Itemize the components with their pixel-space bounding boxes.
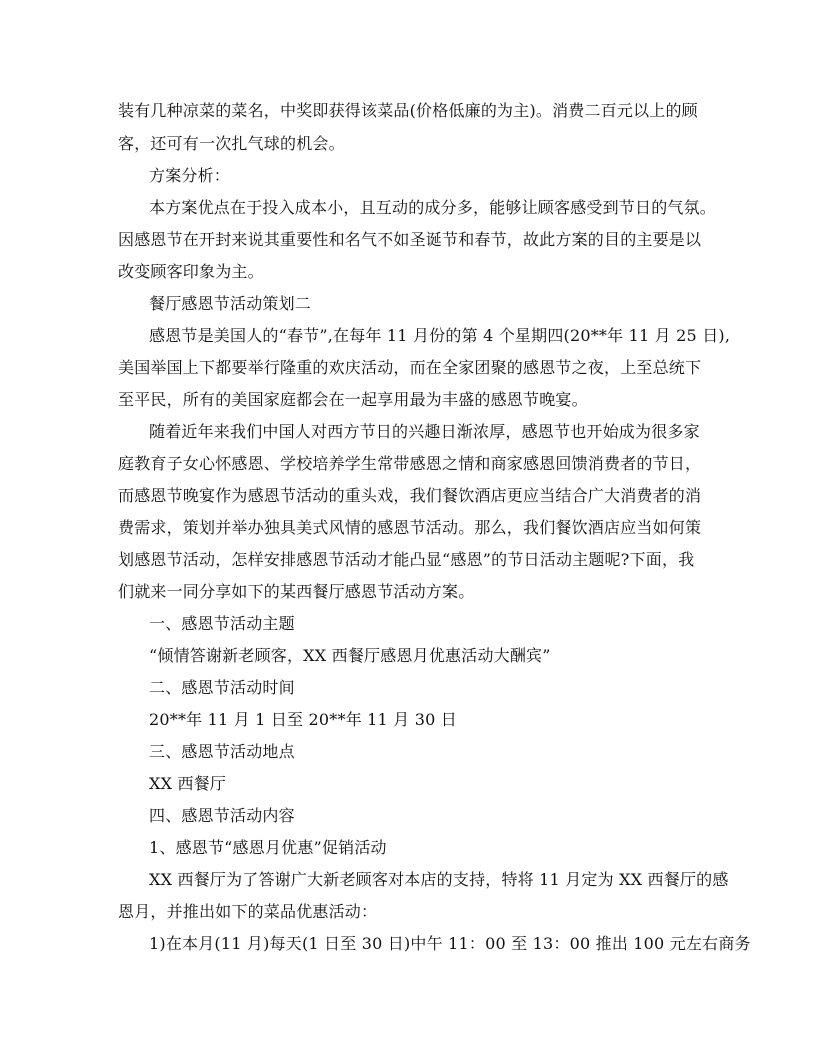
paragraph-line: 1)在本月(11 月)每天(1 日至 30 日)中午 11：00 至 13：00 推出 100 元左右商务 [149,934,751,953]
paragraph-line: 庭教育子女心怀感恩、学校培养学生常带感恩之情和商家感恩回馈消费者的节日， [118,454,702,473]
section-heading: 三、感恩节活动地点 [149,742,295,761]
paragraph-line: 划感恩节活动，怎样安排感恩节活动才能凸显“感恩”的节日活动主题呢?下面，我 [118,550,695,569]
paragraph-line: 们就来一同分享如下的某西餐厅感恩节活动方案。 [118,582,475,601]
paragraph-line: 改变顾客印象为主。 [118,262,264,281]
section-heading: 一、感恩节活动主题 [149,614,295,633]
section-heading: 1、感恩节“感恩月优惠”促销活动 [149,838,387,857]
section-heading: 餐厅感恩节活动策划二 [149,294,312,313]
paragraph-line: 恩月，并推出如下的菜品优惠活动： [118,902,378,921]
paragraph-line: 费需求，策划并举办独具美式风情的感恩节活动。那么，我们餐饮酒店应当如何策 [118,518,702,537]
paragraph-line: 20**年 11 月 1 日至 20**年 11 月 30 日 [149,710,457,729]
paragraph-line: 感恩节是美国人的“春节”,在每年 11 月份的第 4 个星期四(20**年 11 月 25 日), [149,326,731,345]
paragraph-line: 因感恩节在开封来说其重要性和名气不如圣诞节和春节，故此方案的目的主要是以 [118,230,702,249]
paragraph-line: 本方案优点在于投入成本小，且互动的成分多，能够让顾客感受到节日的气氛。 [149,198,717,217]
paragraph-line: 至平民，所有的美国家庭都会在一起享用最为丰盛的感恩节晚宴。 [118,390,588,409]
paragraph-line: XX 西餐厅 [149,774,227,793]
paragraph-line: XX 西餐厅为了答谢广大新老顾客对本店的支持，特将 11 月定为 XX 西餐厅的感 [149,870,729,889]
section-heading: 方案分析： [149,166,231,185]
paragraph-line: 而感恩节晚宴作为感恩节活动的重头戏，我们餐饮酒店更应当结合广大消费者的消 [118,486,702,505]
paragraph-line: 装有几种凉菜的菜名，中奖即获得该菜品(价格低廉的为主)。消费二百元以上的顾 [118,101,698,120]
section-heading: 四、感恩节活动内容 [149,806,295,825]
paragraph-line: 美国举国上下都要举行隆重的欢庆活动，而在全家团聚的感恩节之夜，上至总统下 [118,358,702,377]
section-heading: 二、感恩节活动时间 [149,678,295,697]
paragraph-line: “倾情答谢新老顾客，XX 西餐厅感恩月优惠活动大酬宾” [149,646,551,665]
paragraph-line: 客，还可有一次扎气球的机会。 [118,134,345,153]
paragraph-line: 随着近年来我们中国人对西方节日的兴趣日渐浓厚，感恩节也开始成为很多家 [149,422,700,441]
